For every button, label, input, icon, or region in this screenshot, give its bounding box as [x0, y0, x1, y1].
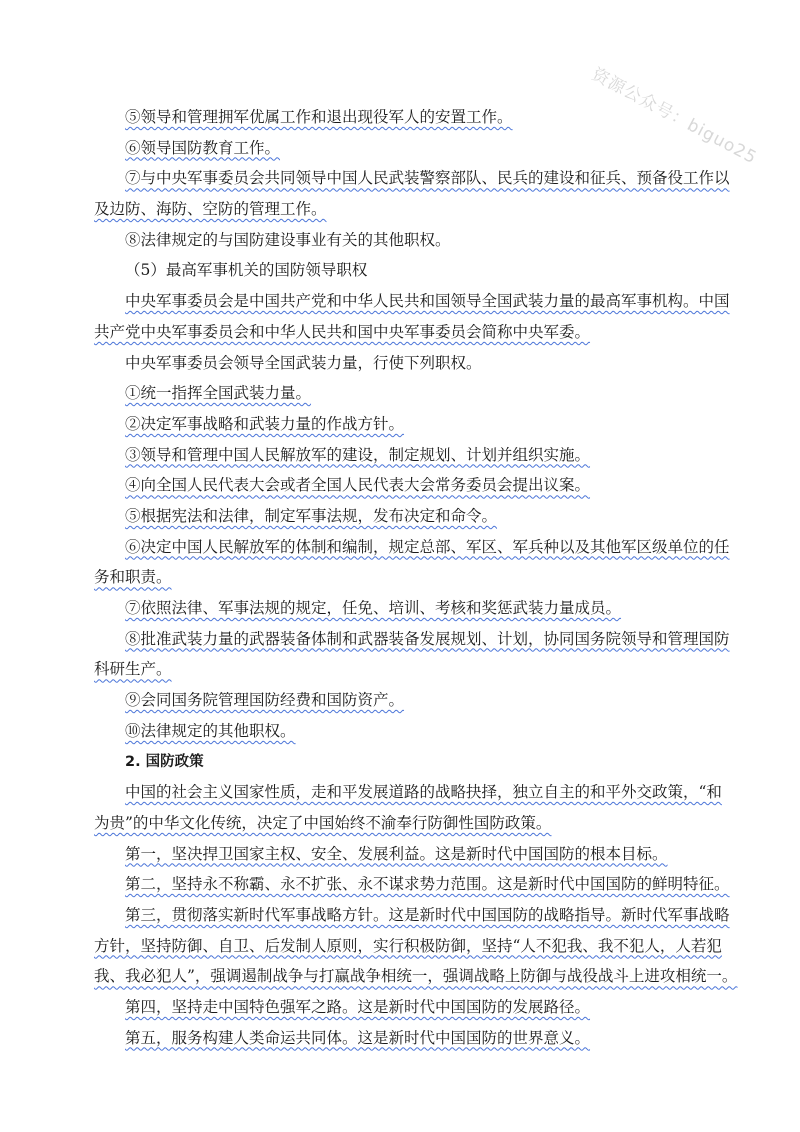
- line-text: 科研生产。: [94, 660, 172, 679]
- text-line: [94, 931, 730, 962]
- text-line: [94, 869, 730, 900]
- text-line: [94, 992, 730, 1023]
- document-body: [94, 102, 738, 1053]
- text-line: [94, 409, 730, 440]
- line-text: 中国的社会主义国家性质，走和平发展道路的战略抉择，独立自主的和平外交政策，“和: [125, 783, 722, 802]
- text-line: [94, 716, 730, 747]
- line-text: 第五，服务构建人类命运共同体。这是新时代中国国防的世界意义。: [125, 1028, 591, 1047]
- text-line: [94, 317, 730, 348]
- text-line: [94, 654, 730, 685]
- text-line: [94, 562, 730, 593]
- text-line: [94, 961, 738, 992]
- text-line: [94, 470, 730, 501]
- text-line: [94, 163, 730, 194]
- text-line: [94, 102, 730, 133]
- line-text: ⑨会同国务院管理国防经费和国防资产。: [125, 691, 405, 710]
- line-text: 共产党中央军事委员会和中华人民共和国中央军事委员会简称中央军委。: [94, 322, 591, 341]
- line-text: 第二，坚持永不称霸、永不扩张、永不谋求势力范围。这是新时代中国国防的鲜明特征。: [125, 875, 730, 894]
- text-line: [94, 378, 730, 409]
- line-text: ⑦与中央军事委员会共同领导中国人民武装警察部队、民兵的建设和征兵、预备役工作以: [125, 169, 730, 188]
- line-text: 第四，坚持走中国特色强军之路。这是新时代中国国防的发展路径。: [125, 997, 591, 1016]
- watermark: 资源公众号：biguo25: [588, 64, 761, 169]
- section-heading: 2. 国防政策: [125, 754, 204, 771]
- line-text: ⑦依照法律、军事法规的规定，任免、培训、考核和奖惩武装力量成员。: [125, 599, 622, 617]
- text-line: [94, 532, 730, 563]
- line-text: 为贵”的中华文化传统，决定了中国始终不渝奉行防御性国防政策。: [94, 813, 552, 832]
- line-text: ⑧批准武装力量的武器装备体制和武器装备发展规划、计划，协同国务院领导和管理国防: [125, 629, 730, 648]
- text-line: [94, 1023, 730, 1054]
- text-line: [94, 746, 730, 777]
- text-line: [94, 286, 730, 317]
- line-text: ⑤根据宪法和法律，制定军事法规，发布决定和命令。: [125, 506, 498, 525]
- text-line: [94, 593, 730, 624]
- line-text: ④向全国人民代表大会或者全国人民代表大会常务委员会提出议案。: [125, 476, 591, 495]
- text-line: [94, 194, 730, 225]
- text-line: [94, 777, 730, 808]
- text-line: [94, 348, 730, 379]
- line-text: 中央军事委员会领导全国武装力量，行使下列职权。: [125, 353, 482, 372]
- text-line: [94, 685, 730, 716]
- text-line: [94, 900, 730, 931]
- line-text: ②决定军事战略和武装力量的作战方针。: [125, 414, 405, 433]
- line-text: 务和职责。: [94, 568, 172, 587]
- line-text: ⑥领导国防教育工作。: [125, 138, 281, 157]
- line-text: 中央军事委员会是中国共产党和中华人民共和国领导全国武装力量的最高军事机构。中国: [125, 292, 730, 311]
- line-text: ⑤领导和管理拥军优属工作和退出现役军人的安置工作。: [125, 108, 513, 126]
- text-line: [94, 808, 730, 839]
- line-text: ③领导和管理中国人民解放军的建设，制定规划、计划并组织实施。: [125, 445, 591, 464]
- line-text: ⑩法律规定的其他职权。: [125, 721, 296, 740]
- line-text: ⑧法律规定的与国防建设事业有关的其他职权。: [125, 230, 451, 249]
- line-text: 第一，坚决捍卫国家主权、安全、发展利益。这是新时代中国国防的根本目标。: [125, 844, 668, 863]
- text-line: [94, 440, 730, 471]
- line-text: （5）最高军事机关的国防领导职权: [125, 261, 368, 280]
- line-text: 及边防、海防、空防的管理工作。: [94, 200, 327, 219]
- text-line: [94, 501, 730, 532]
- line-text: 第三，贯彻落实新时代军事战略方针。这是新时代中国国防的战略指导。新时代军事战略: [125, 905, 730, 924]
- text-line: [94, 225, 730, 256]
- text-line: [94, 624, 730, 655]
- text-line: [94, 133, 730, 164]
- text-line: [94, 255, 730, 286]
- line-text: ⑥决定中国人民解放军的体制和编制，规定总部、军区、军兵种以及其他军区级单位的任: [125, 537, 730, 556]
- line-text: 我、我必犯人”，强调遏制战争与打赢战争相统一，强调战略上防御与战役战斗上进攻相统一。: [94, 967, 738, 986]
- line-text: ①统一指挥全国武装力量。: [125, 384, 312, 403]
- text-line: [94, 839, 730, 870]
- line-text: 方针，坚持防御、自卫、后发制人原则，实行积极防御，坚持“人不犯我、我不犯人，人若犯: [94, 936, 722, 955]
